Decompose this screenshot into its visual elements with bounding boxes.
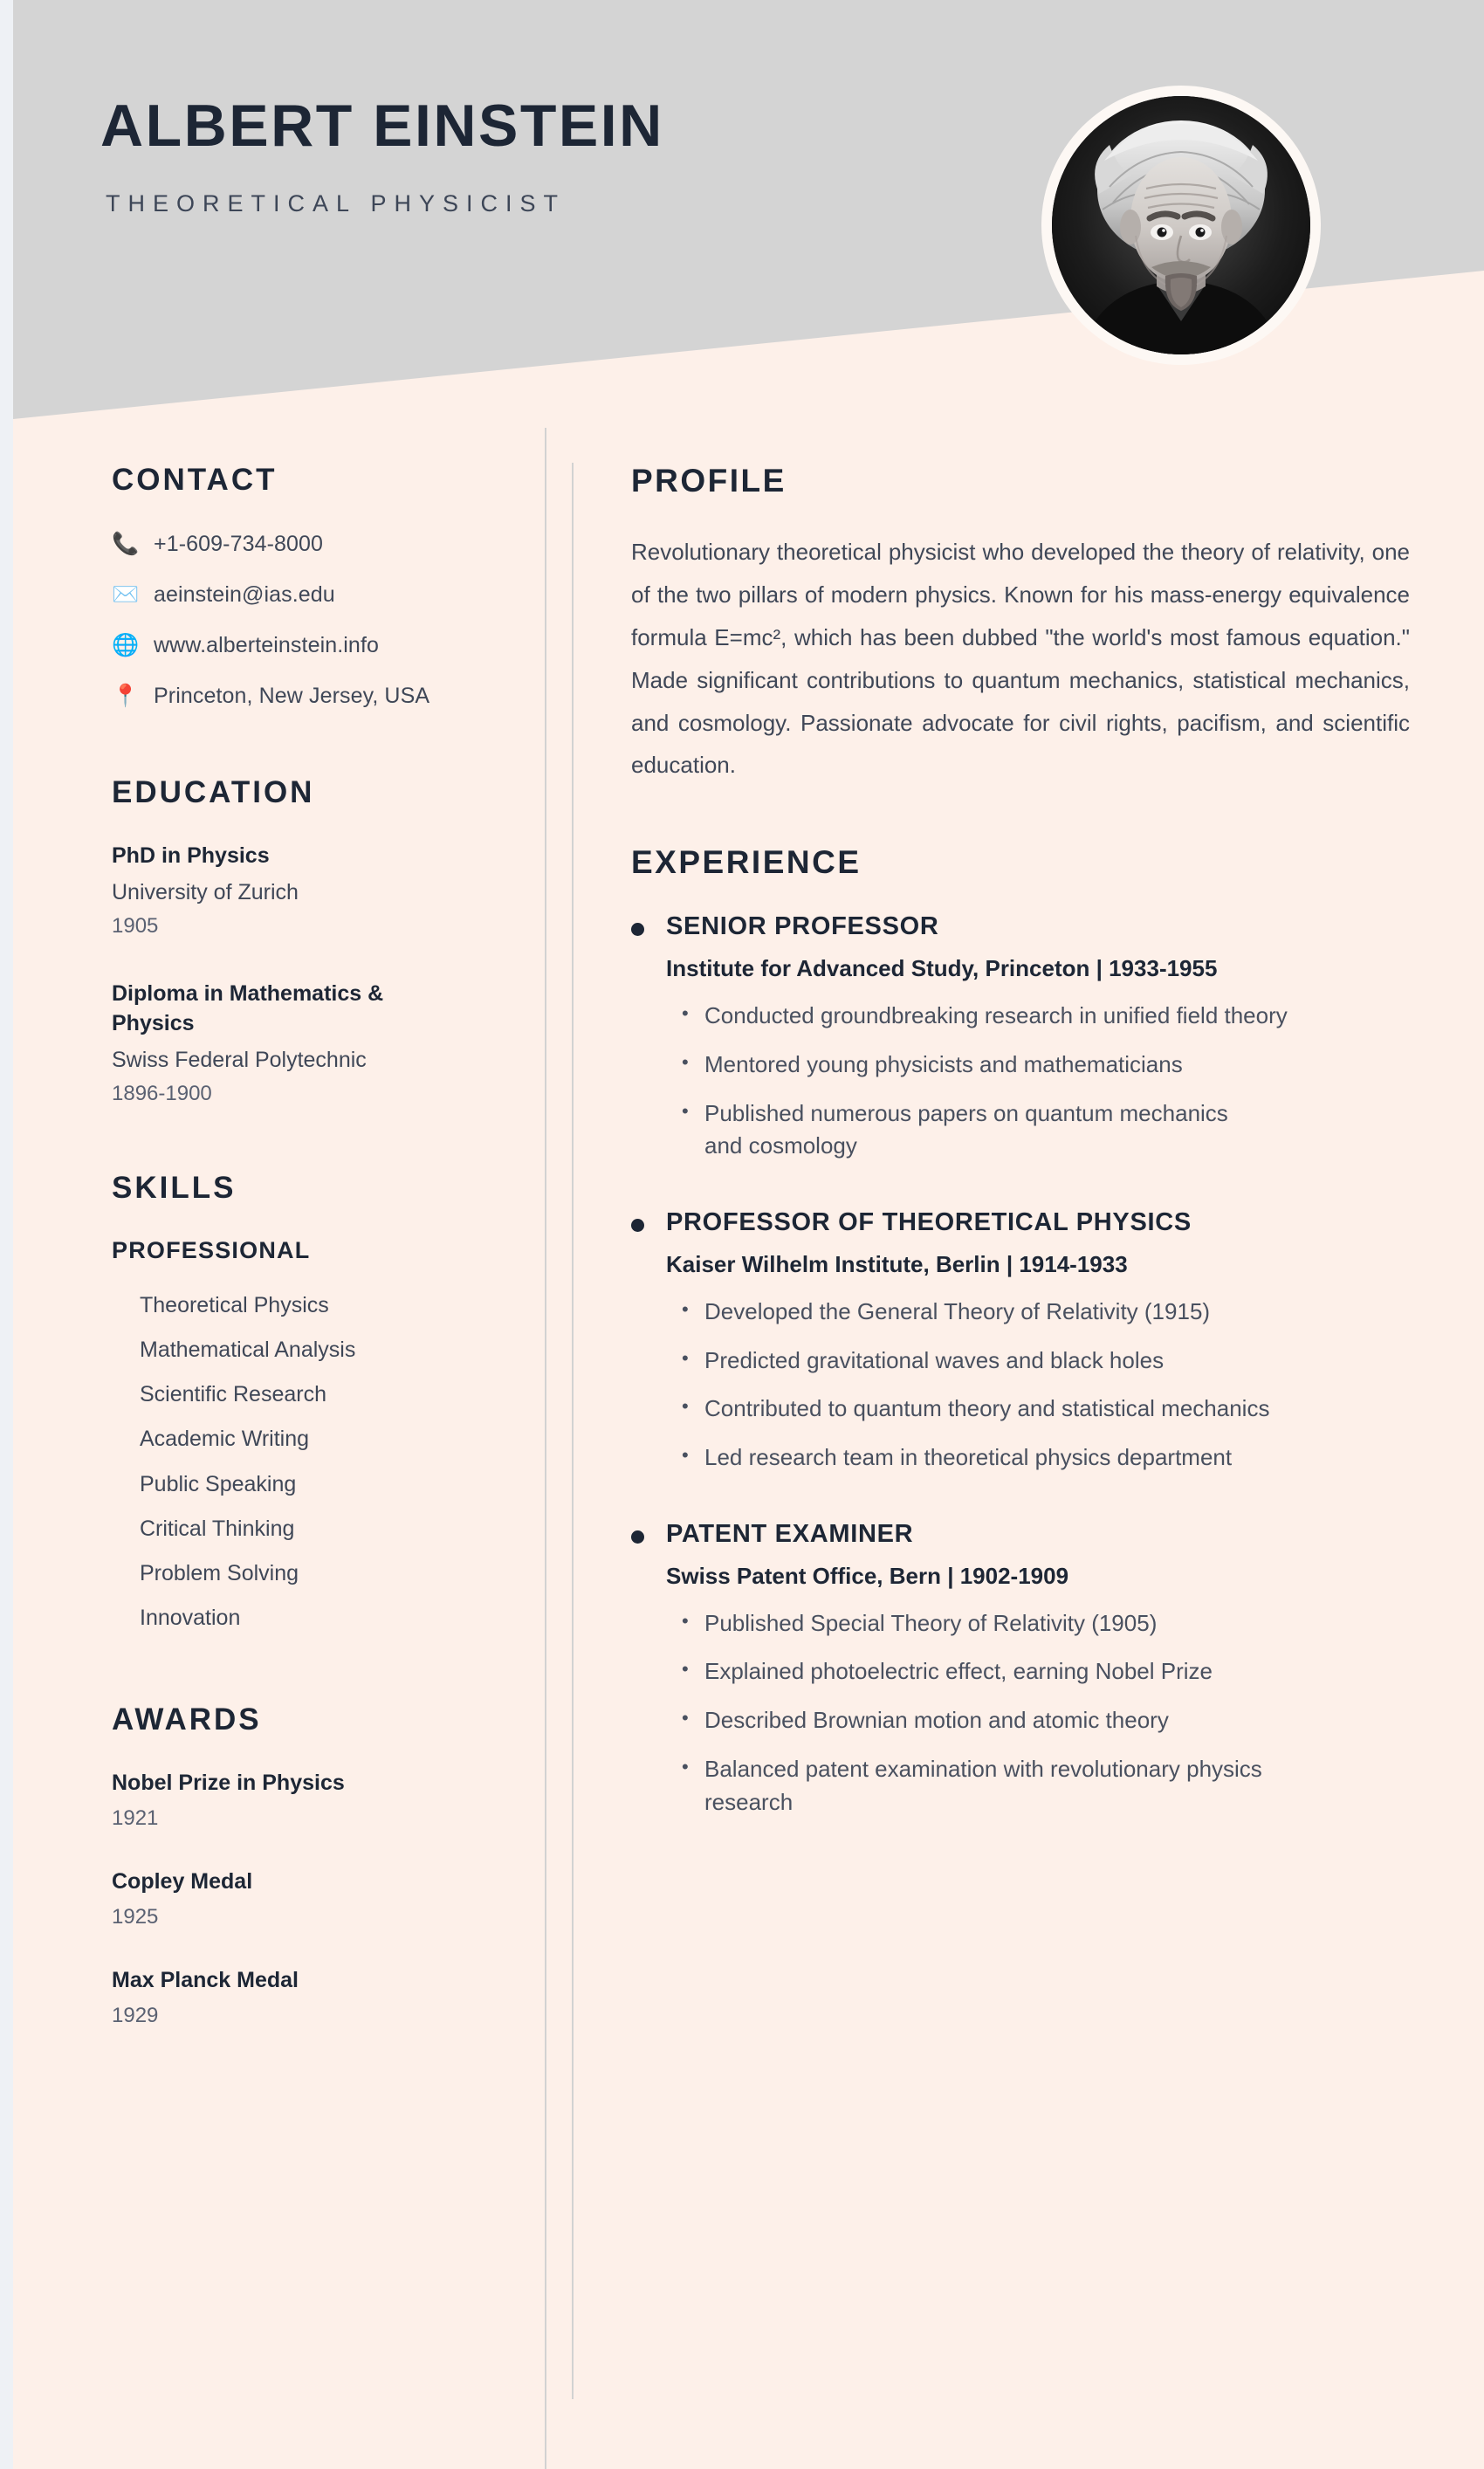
education-years: 1896-1900	[112, 1082, 212, 1106]
education-list	[112, 842, 492, 1108]
location-pin-icon: 📍	[112, 683, 140, 708]
award-year: 1929	[112, 2004, 159, 2028]
experience-bullet: • Described Brownian motion and atomic theory	[666, 1704, 1417, 1737]
experience-item	[631, 1520, 1417, 1819]
award-entry	[112, 1867, 492, 1931]
skill-item: Scientific Research	[140, 1382, 326, 1407]
award-entry	[112, 1966, 492, 2030]
bullet-dot-icon	[631, 1530, 644, 1544]
skills-list	[112, 1292, 492, 1633]
experience-bullet: • Conducted groundbreaking research in unified field theory	[666, 1000, 1417, 1033]
candidate-role: THEORETICAL PHYSICIST	[106, 190, 567, 217]
avatar-photo	[1052, 96, 1310, 354]
skill-item: Public Speaking	[140, 1471, 297, 1496]
section-heading-awards: AWARDS	[112, 1702, 262, 1737]
award-entry	[112, 1769, 492, 1833]
experience-item	[631, 912, 1417, 1163]
skill-item: Academic Writing	[140, 1427, 310, 1452]
experience-bullet: • Published numerous papers on quantum mechanics and cosmology	[666, 1097, 1263, 1163]
award-title: Copley Medal	[112, 1868, 253, 1894]
resume-body	[13, 428, 1484, 2469]
section-heading-experience: EXPERIENCE	[631, 844, 862, 881]
experience-role: SENIOR PROFESSOR	[666, 912, 939, 941]
contact-email-value: aeinstein@ias.edu	[154, 581, 335, 607]
experience-bullet: • Developed the General Theory of Relativity (1915)	[666, 1296, 1417, 1329]
experience-role: PROFESSOR OF THEORETICAL PHYSICS	[666, 1208, 1192, 1236]
contact-item-phone[interactable]	[112, 529, 492, 559]
candidate-name: ALBERT EINSTEIN	[100, 93, 664, 159]
education-degree: PhD in Physics	[112, 843, 270, 868]
award-year: 1925	[112, 1905, 159, 1929]
education-school: University of Zurich	[112, 879, 299, 904]
section-heading-education: EDUCATION	[112, 775, 315, 809]
portrait-photo-icon	[1052, 96, 1310, 354]
bullet-dot-icon	[631, 923, 644, 936]
globe-icon: 🌐	[112, 632, 140, 657]
experience-bullets	[666, 1607, 1417, 1819]
name-block	[100, 93, 664, 217]
profile-text: Revolutionary theoretical physicist who developed the theory of relativity, one of the two pillars of modern physics. Known for his mass-energy equivalence formula E=mc², which has been dubbed "the world's most famous equation." Made significant contributions to quantum mechanics, statistical mechanics, and cosmology. Passionate advocate for civil rights, pacifism, and scientific education.	[631, 539, 1410, 779]
contact-phone-value: +1-609-734-8000	[154, 531, 324, 556]
experience-list	[631, 912, 1417, 1819]
education-years: 1905	[112, 914, 159, 939]
skill-item: Mathematical Analysis	[140, 1337, 356, 1362]
experience-bullet: • Balanced patent examination with revolutionary physics research	[666, 1753, 1263, 1819]
experience-bullet: • Explained photoelectric effect, earning Nobel Prize	[666, 1655, 1417, 1688]
education-school: Swiss Federal Polytechnic	[112, 1047, 367, 1072]
experience-org: Institute for Advanced Study, Princeton | 1933-1955	[666, 955, 1218, 982]
experience-bullet: • Contributed to quantum theory and statistical mechanics	[666, 1393, 1417, 1426]
experience-bullets	[666, 1296, 1417, 1475]
contact-item-website[interactable]	[112, 630, 492, 660]
skills-category-label: PROFESSIONAL	[112, 1236, 311, 1263]
education-degree: Diploma in Mathematics & Physics	[112, 981, 384, 1036]
experience-bullet: • Published Special Theory of Relativity (1905)	[666, 1607, 1417, 1640]
experience-role: PATENT EXAMINER	[666, 1519, 914, 1548]
skill-item: Innovation	[140, 1606, 241, 1631]
experience-org: Kaiser Wilhelm Institute, Berlin | 1914-1933	[666, 1251, 1128, 1277]
experience-bullet: • Led research team in theoretical physics department	[666, 1441, 1417, 1475]
phone-icon: 📞	[112, 531, 140, 556]
contact-item-location[interactable]	[112, 681, 492, 711]
main-column	[631, 428, 1417, 1819]
award-title: Max Planck Medal	[112, 1967, 299, 1992]
experience-org: Swiss Patent Office, Bern | 1902-1909	[666, 1562, 1069, 1589]
resume-header	[13, 0, 1484, 428]
education-entry	[112, 980, 492, 1107]
section-heading-profile: PROFILE	[631, 463, 787, 499]
award-title: Nobel Prize in Physics	[112, 1770, 345, 1795]
contact-list	[112, 529, 492, 711]
experience-bullet: • Predicted gravitational waves and black holes	[666, 1345, 1417, 1378]
experience-item	[631, 1208, 1417, 1475]
skill-item: Theoretical Physics	[140, 1292, 329, 1317]
skill-item: Critical Thinking	[140, 1516, 295, 1541]
education-entry	[112, 842, 492, 939]
bullet-dot-icon	[631, 1219, 644, 1232]
contact-item-email[interactable]	[112, 580, 492, 609]
award-year: 1921	[112, 1806, 159, 1831]
sidebar-column	[13, 428, 546, 2469]
section-heading-contact: CONTACT	[112, 463, 278, 497]
column-divider	[572, 463, 574, 2399]
spacer	[112, 1650, 492, 1702]
contact-website-value: www.alberteinstein.info	[154, 632, 379, 657]
spacer	[112, 1108, 492, 1171]
section-heading-skills: SKILLS	[112, 1170, 237, 1205]
avatar	[1041, 86, 1321, 365]
contact-location-value: Princeton, New Jersey, USA	[154, 683, 430, 708]
email-icon: ✉️	[112, 581, 140, 607]
awards-list	[112, 1769, 492, 2030]
experience-bullet: • Mentored young physicists and mathematicians	[666, 1049, 1417, 1082]
skill-item: Problem Solving	[140, 1561, 299, 1586]
experience-bullets	[666, 1000, 1417, 1163]
